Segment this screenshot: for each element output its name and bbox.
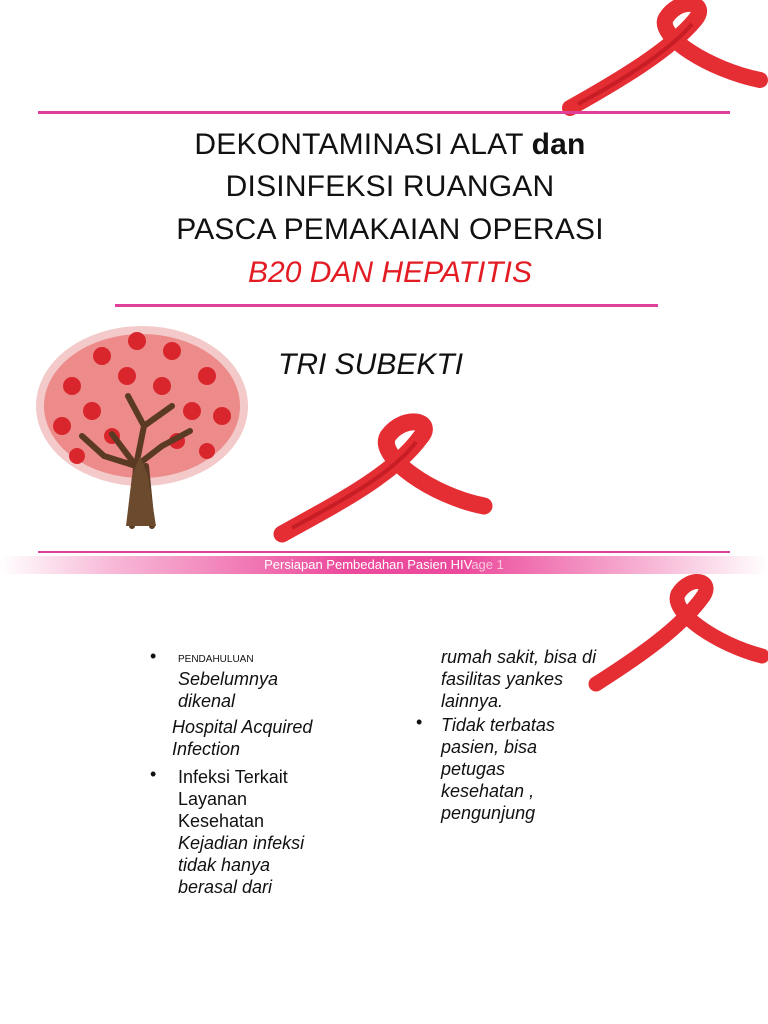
red-ribbon-icon (590, 576, 768, 688)
title-line-1-bold: dan (531, 128, 586, 161)
bullet-2-line-4: Kejadian infeksi (178, 833, 305, 853)
right-text-1: rumah sakit, bisa di (441, 647, 597, 667)
bullet-3-line-3: petugas (441, 759, 506, 779)
bullet-2-line-1: Infeksi Terkait (178, 767, 288, 787)
footer-title: Persiapan Pembedahan Pasien HIV (264, 557, 472, 572)
title-line-1-text: DEKONTAMINASI ALAT (194, 128, 524, 161)
footer-page-number: age 1 (471, 557, 504, 572)
bullet-2-line-3: Kesehatan (178, 811, 265, 831)
bullet-1: • (150, 646, 157, 666)
red-ribbon-icon (272, 416, 492, 538)
red-ribbon-icon (560, 0, 768, 112)
section-heading: PENDAHULUAN (178, 654, 254, 665)
bullet-3: • (416, 712, 423, 732)
bullet-2: • (150, 764, 157, 784)
right-text-3: lainnya. (441, 691, 504, 711)
title-line-3: PASCA PEMAKAIAN OPERASI (176, 213, 604, 246)
title-divider (115, 304, 658, 307)
intro-text-4: Infection (172, 739, 241, 759)
bullet-2-line-2: Layanan (178, 789, 248, 809)
bullet-3-line-5: pengunjung (441, 803, 536, 823)
title-line-2: DISINFEKSI RUANGAN (225, 170, 555, 203)
content-slide (0, 560, 768, 1024)
bullet-3-line-1: Tidak terbatas (441, 715, 555, 735)
ribbon-tree-icon (32, 316, 252, 526)
bullet-2-line-5: tidak hanya (178, 855, 271, 875)
intro-text-2: dikenal (178, 691, 236, 711)
author-name: TRI SUBEKTI (278, 348, 464, 381)
intro-text-3: Hospital Acquired (172, 717, 313, 737)
title-line-4: B20 DAN HEPATITIS (248, 256, 532, 289)
right-text-2: fasilitas yankes (441, 669, 564, 689)
title-line-1 (60, 128, 720, 162)
bullet-2-line-6: berasal dari (178, 877, 273, 897)
top-divider (38, 111, 730, 114)
intro-text-1: Sebelumnya (178, 669, 279, 689)
bullet-3-line-4: kesehatan , (441, 781, 535, 801)
footer-divider (38, 551, 730, 553)
bullet-3-line-2: pasien, bisa (441, 737, 538, 757)
